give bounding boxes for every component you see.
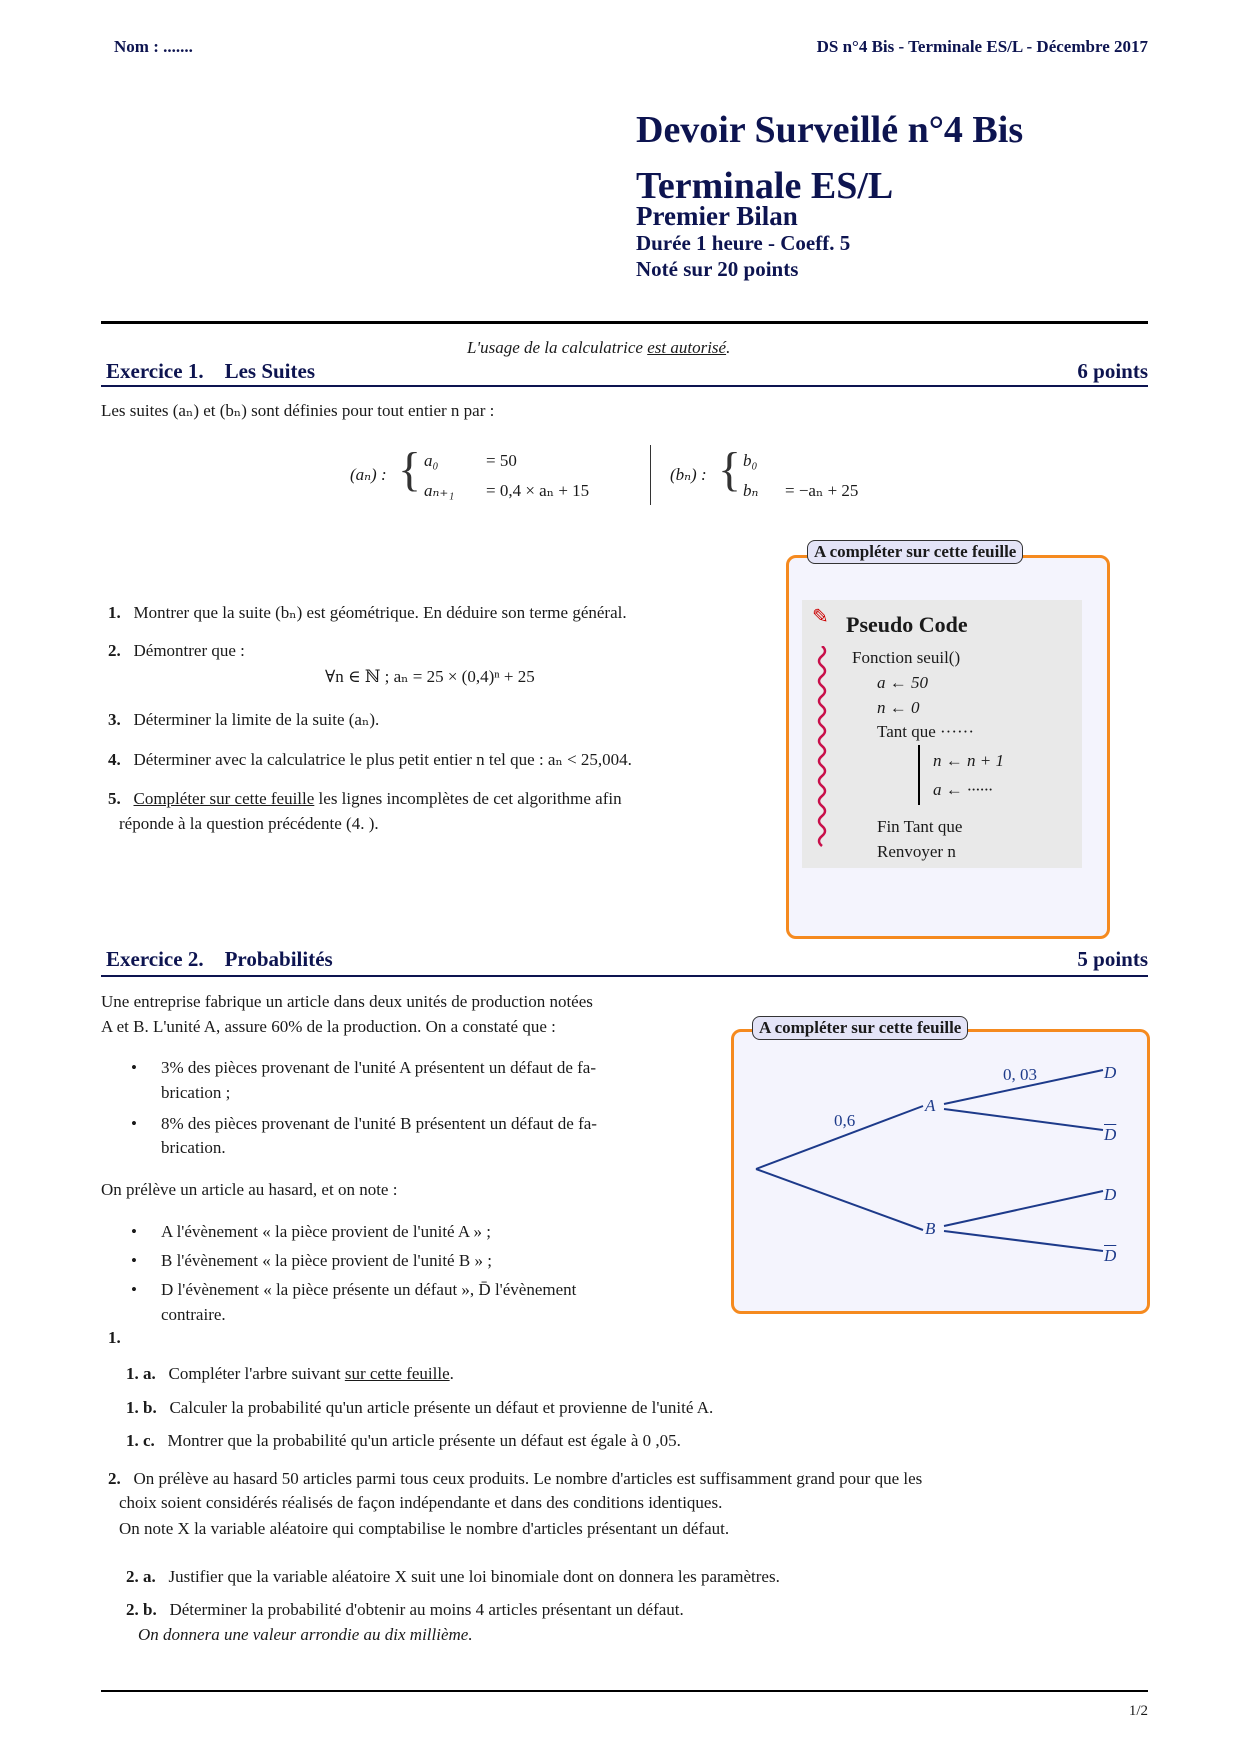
ex2-title: Exercice 2. Probabilités: [106, 947, 333, 971]
branch-b-dbar: [944, 1231, 1103, 1251]
sys-b-l1: b₀: [743, 451, 758, 470]
bullet-text: 3% des pièces provenant de l'unité A présentent un défaut de fa-: [161, 1058, 596, 1077]
ex2-q2-cont: choix soient considérés réalisés de façon indépendante et dans des conditions identiques.: [119, 1493, 723, 1512]
node-d: D: [1104, 1185, 1117, 1204]
ex1-q2-formula: ∀n ∈ ℕ ; aₙ = 25 × (0,4)ⁿ + 25: [325, 667, 535, 686]
bullet-text: brication.: [161, 1138, 226, 1157]
pc-line: Fonction seuil(): [852, 648, 961, 667]
brace: {: [718, 443, 742, 496]
ex2-q2-cont: On note X la variable aléatoire qui comptabilise le nombre d'articles présentant un défaut.: [119, 1519, 730, 1538]
ex1-q3: 3. Déterminer la limite de la suite (aₙ).: [108, 710, 380, 729]
sys-a-label: (aₙ) :: [350, 465, 387, 484]
ex1-points: 6 points: [1077, 359, 1148, 383]
ex2-q1b: 1. b. Calculer la probabilité qu'un article présente un défaut et provienne de l'unité A.: [126, 1398, 714, 1417]
ex1-q5-cont: réponde à la question précédente (4. ).: [119, 814, 379, 833]
title: Devoir Surveillé n°4 Bis: [636, 109, 1024, 151]
bullet-text: 8% des pièces provenant de l'unité B présentent un défaut de fa-: [161, 1114, 597, 1133]
ex2-q1c: 1. c. Montrer que la probabilité qu'un article présente un défaut est égale à 0 ,05.: [126, 1431, 681, 1450]
footer-rule: [101, 1690, 1148, 1692]
ex2-para: Une entreprise fabrique un article dans deux unités de production notées: [101, 992, 593, 1011]
page-number: 1/2: [1128, 1703, 1148, 1719]
prob-a: 0,6: [834, 1111, 856, 1130]
pc-line: Fin Tant que: [877, 817, 963, 836]
loop-bar: [918, 745, 920, 805]
pc-line: Tant que ······: [877, 722, 974, 741]
ex1-rule: [101, 385, 1148, 387]
event-b: B l'évènement « la pièce provient de l'unité B » ;: [161, 1251, 492, 1270]
event-d: D l'évènement « la pièce présente un défaut », D̄ l'évènement: [161, 1280, 577, 1299]
bullet: •: [131, 1280, 137, 1299]
name-field: Nom : .......: [114, 37, 193, 56]
node-d: D: [1104, 1063, 1117, 1082]
sys-a-l1: a₀: [424, 451, 439, 470]
subtitle: Terminale ES/L: [636, 165, 894, 207]
bullet: •: [131, 1058, 137, 1077]
header-right: DS n°4 Bis - Terminale ES/L - Décembre 2017: [816, 37, 1148, 56]
sys-b-l2-val: = −aₙ + 25: [785, 481, 859, 500]
ex1-q2: 2. Démontrer que :: [108, 641, 245, 660]
ex2-para: On prélève un article au hasard, et on note :: [101, 1180, 398, 1199]
bullet: •: [131, 1114, 137, 1133]
ex2-q2a: 2. a. Justifier que la variable aléatoire X suit une loi binomiale dont on donnera les paramètres.: [126, 1567, 780, 1586]
complete-tag: A compléter sur cette feuille: [752, 1016, 968, 1040]
event-a: A l'évènement « la pièce provient de l'unité A » ;: [161, 1222, 491, 1241]
prob-d-given-a: 0, 03: [1003, 1065, 1037, 1084]
pc-line: n ← n + 1: [933, 751, 1004, 770]
ex1-intro: Les suites (aₙ) et (bₙ) sont définies pour tout entier n par :: [101, 401, 495, 420]
probability-tree: [731, 1029, 1150, 1314]
pc-line: a ← 50: [877, 673, 928, 692]
bullet: •: [131, 1251, 137, 1270]
branch-b-d: [944, 1191, 1103, 1226]
divider: [101, 321, 1148, 324]
grading: Noté sur 20 points: [636, 257, 799, 281]
complete-tag: A compléter sur cette feuille: [807, 540, 1023, 564]
ex2-q2: 2. On prélève au hasard 50 articles parmi tous ceux produits. Le nombre d'articles est suffisamment grand pour que les: [108, 1469, 923, 1488]
pc-line: n ← 0: [877, 698, 920, 717]
event-d-cont: contraire.: [161, 1305, 226, 1324]
branch-a-dbar: [944, 1109, 1103, 1130]
pencil-icon: ✎: [812, 606, 829, 628]
ex2-q2b: 2. b. Déterminer la probabilité d'obtenir au moins 4 articles présentant un défaut.: [126, 1600, 684, 1619]
sys-b-label: (bₙ) :: [670, 465, 707, 484]
ex2-q2b-note: On donnera une valeur arrondie au dix millième.: [138, 1625, 473, 1644]
pseudo-code-title: Pseudo Code: [846, 612, 968, 637]
ex2-points: 5 points: [1077, 947, 1148, 971]
separator: [650, 445, 651, 505]
sys-a-l2-val: = 0,4 × aₙ + 15: [486, 481, 590, 500]
duration: Durée 1 heure - Coeff. 5: [636, 231, 851, 255]
calculator-note: L'usage de la calculatrice est autorisé.: [467, 338, 731, 357]
node-dbar: $\overline{D}$: [1104, 1246, 1117, 1265]
ex1-q5: 5. Compléter sur cette feuille les lignes incomplètes de cet algorithme afin: [108, 789, 622, 808]
branch-b: [756, 1169, 923, 1230]
ex2-q1a: 1. a. Compléter l'arbre suivant sur cette feuille.: [126, 1364, 454, 1383]
ex1-title: Exercice 1. Les Suites: [106, 359, 316, 383]
ex2-para: A et B. L'unité A, assure 60% de la production. On a constaté que :: [101, 1017, 556, 1036]
ex1-q4: 4. Déterminer avec la calculatrice le plus petit entier n tel que : aₙ < 25,004.: [108, 750, 632, 769]
sys-a-l1-val: = 50: [486, 451, 517, 470]
ex1-q1: 1. Montrer que la suite (bₙ) est géométrique. En déduire son terme général.: [108, 603, 627, 622]
pc-line: a ← ······: [933, 780, 993, 799]
sys-a-l2: aₙ₊₁: [424, 481, 455, 500]
ex2-q1: 1.: [108, 1328, 121, 1347]
sys-b-l2: bₙ: [743, 481, 759, 500]
pc-line: Renvoyer n: [877, 842, 956, 861]
bullet-text: brication ;: [161, 1083, 231, 1102]
bullet: •: [131, 1222, 137, 1241]
brace: {: [398, 443, 422, 496]
node-a: A: [925, 1096, 936, 1115]
ex2-rule: [101, 975, 1148, 977]
wavy-line-icon: [815, 646, 829, 856]
node-dbar: $\overline{D}$: [1104, 1125, 1117, 1144]
premier-bilan: Premier Bilan: [636, 201, 798, 231]
node-b: B: [925, 1219, 936, 1238]
